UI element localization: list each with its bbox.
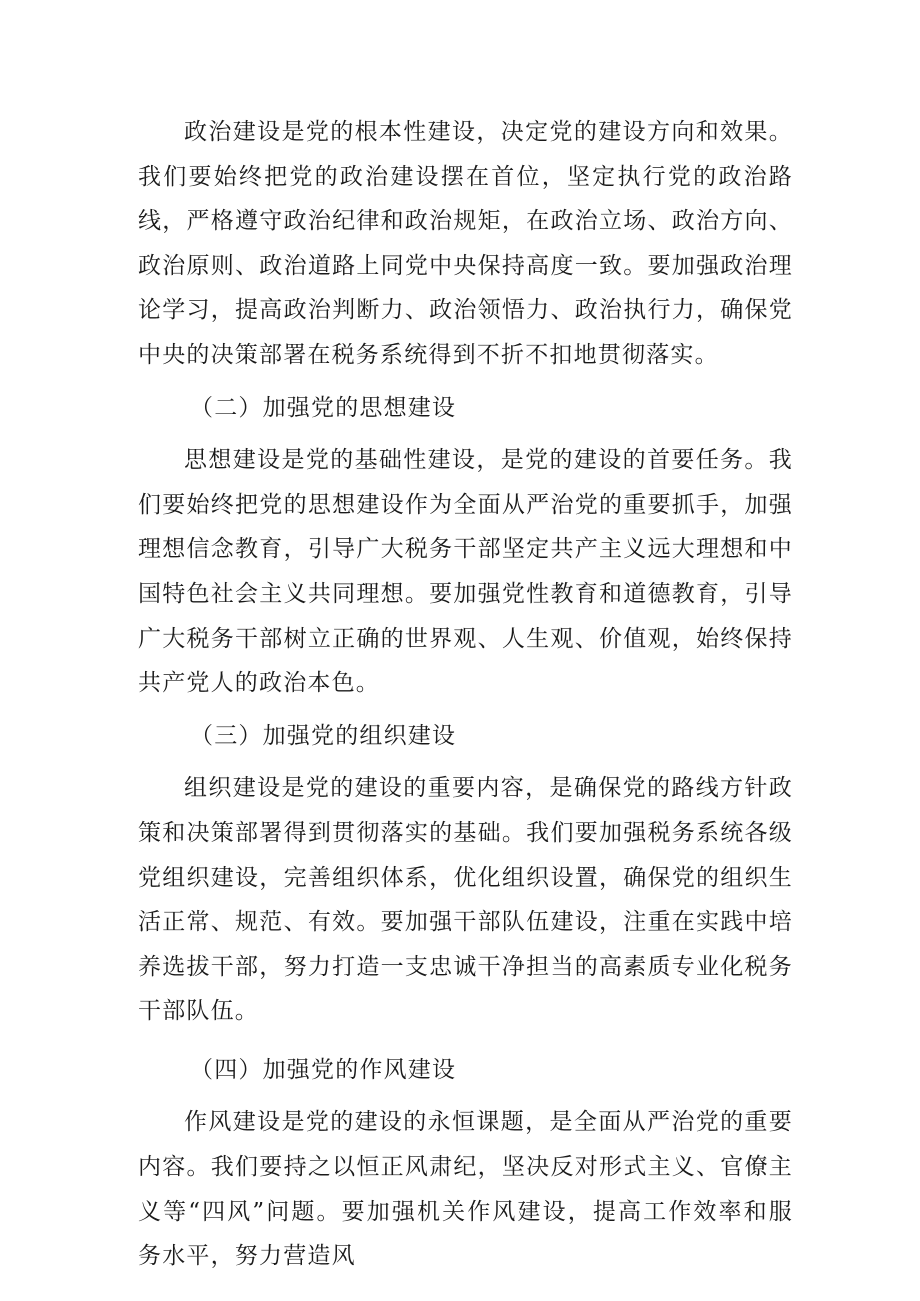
spacer bbox=[138, 1092, 793, 1100]
spacer bbox=[138, 378, 793, 386]
paragraph-organizational-building: 组织建设是党的建设的重要内容，是确保党的路线方针政策和决策部署得到贯彻落实的基础。我们要加强税务系统各级党组织建设，完善组织体系，优化组织设置，确保党的组织生活正常、规范、有效。要加强干部队伍建设，注重在实践中培养选拔干部，努力打造一支忠诚干净担当的高素质专业化税务干部队伍。 bbox=[138, 775, 793, 1025]
spacer bbox=[138, 706, 793, 714]
paragraph-work-style-building: 作风建设是党的建设的永恒课题，是全面从严治党的重要内容。我们要持之以恒正风肃纪，坚决反对形式主义、官僚主义等“四风”问题。要加强机关作风建设，提高工作效率和服务水平，努力营造风 bbox=[138, 1109, 793, 1270]
paragraph-ideological-building: 思想建设是党的基础性建设，是党的建设的首要任务。我们要始终把党的思想建设作为全面从严治党的重要抓手，加强理想信念教育，引导广大税务干部坚定共产主义远大理想和中国特色社会主义共同理想。要加强党性教育和道德教育，引导广大税务干部树立正确的世界观、人生观、价值观，始终保持共产党人的政治本色。 bbox=[138, 447, 793, 697]
spacer bbox=[138, 758, 793, 766]
section-heading-ideological-building: （二）加强党的思想建设 bbox=[190, 394, 457, 421]
spacer bbox=[138, 430, 793, 438]
section-heading-organizational-building: （三）加强党的组织建设 bbox=[190, 722, 457, 749]
document-body bbox=[138, 110, 793, 1279]
spacer bbox=[138, 1034, 793, 1048]
section-heading-work-style-building: （四）加强党的作风建设 bbox=[190, 1056, 457, 1083]
paragraph-political-building: 政治建设是党的根本性建设，决定党的建设方向和效果。我们要始终把党的政治建设摆在首位，坚定执行党的政治路线，严格遵守政治纪律和政治规矩，在政治立场、政治方向、政治原则、政治道路上同党中央保持高度一致。要加强政治理论学习，提高政治判断力、政治领悟力、政治执行力，确保党中央的决策部署在税务系统得到不折不扣地贯彻落实。 bbox=[138, 119, 793, 368]
